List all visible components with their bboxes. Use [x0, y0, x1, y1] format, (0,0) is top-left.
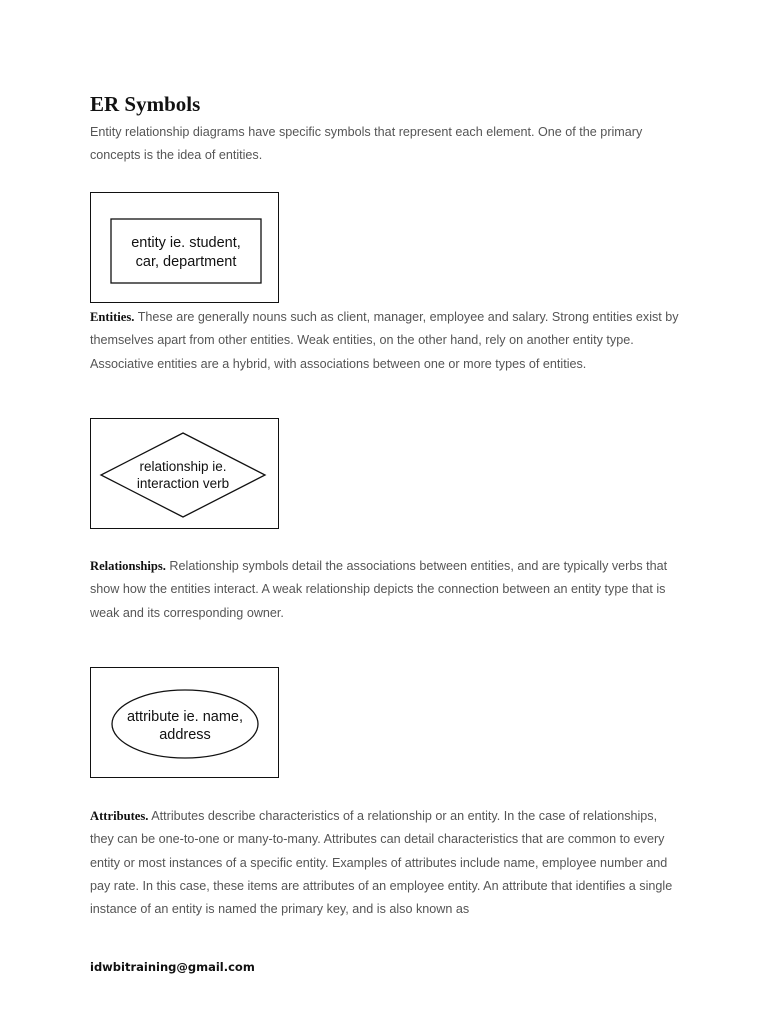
- entity-shape-label-line-2: car, department: [135, 254, 237, 270]
- entities-term: Entities.: [90, 310, 135, 324]
- relationship-symbol-figure: [90, 418, 279, 529]
- entity-shape-label-line-1: entity ie. student,: [131, 235, 241, 251]
- entity-symbol-figure: [90, 192, 279, 303]
- relationship-shape-label-line-2: interaction verb: [136, 476, 230, 491]
- entities-description: These are generally nouns such as client, manager, employee and salary. Strong entities exist by themselves apart from other entities. Weak entities, on the other hand, rely on another entity type. Associative entities are a hybrid, with associations between one or more types of entities.: [90, 310, 679, 371]
- relationships-term: Relationships.: [90, 559, 166, 573]
- footer-email: idwbitraining@gmail.com: [90, 960, 255, 974]
- attributes-paragraph: [90, 805, 680, 921]
- attribute-shape-label-line-2: address: [159, 727, 211, 743]
- entities-paragraph: [90, 306, 680, 376]
- relationships-paragraph: [90, 555, 680, 625]
- relationship-diamond-shape: [101, 433, 265, 517]
- relationship-shape-label-line-1: relationship ie.: [139, 459, 227, 474]
- intro-paragraph: Entity relationship diagrams have specific symbols that represent each element. One of the primary concepts is the idea of entities.: [90, 125, 643, 163]
- attribute-symbol-figure: [90, 667, 279, 778]
- page-title: ER Symbols: [90, 92, 201, 116]
- entity-rectangle-shape: [111, 219, 261, 283]
- attributes-description: Attributes describe characteristics of a relationship or an entity. In the case of relationships, they can be one-to-one or many-to-many. Attributes can detail characteristics that are common to every entity or most instances of a specific entity. Examples of attributes include name, employee number and pay rate. In this case, these items are attributes of an employee entity. An attribute that identifies a single instance of an entity is named the primary key, and is also known as: [90, 809, 673, 917]
- relationships-description: Relationship symbols detail the associations between entities, and are typically verbs that show how the entities interact. A weak relationship depicts the connection between an entity type that is weak and its corresponding owner.: [90, 559, 668, 620]
- attributes-term: Attributes.: [90, 809, 149, 823]
- attribute-shape-label-line-1: attribute ie. name,: [126, 709, 244, 725]
